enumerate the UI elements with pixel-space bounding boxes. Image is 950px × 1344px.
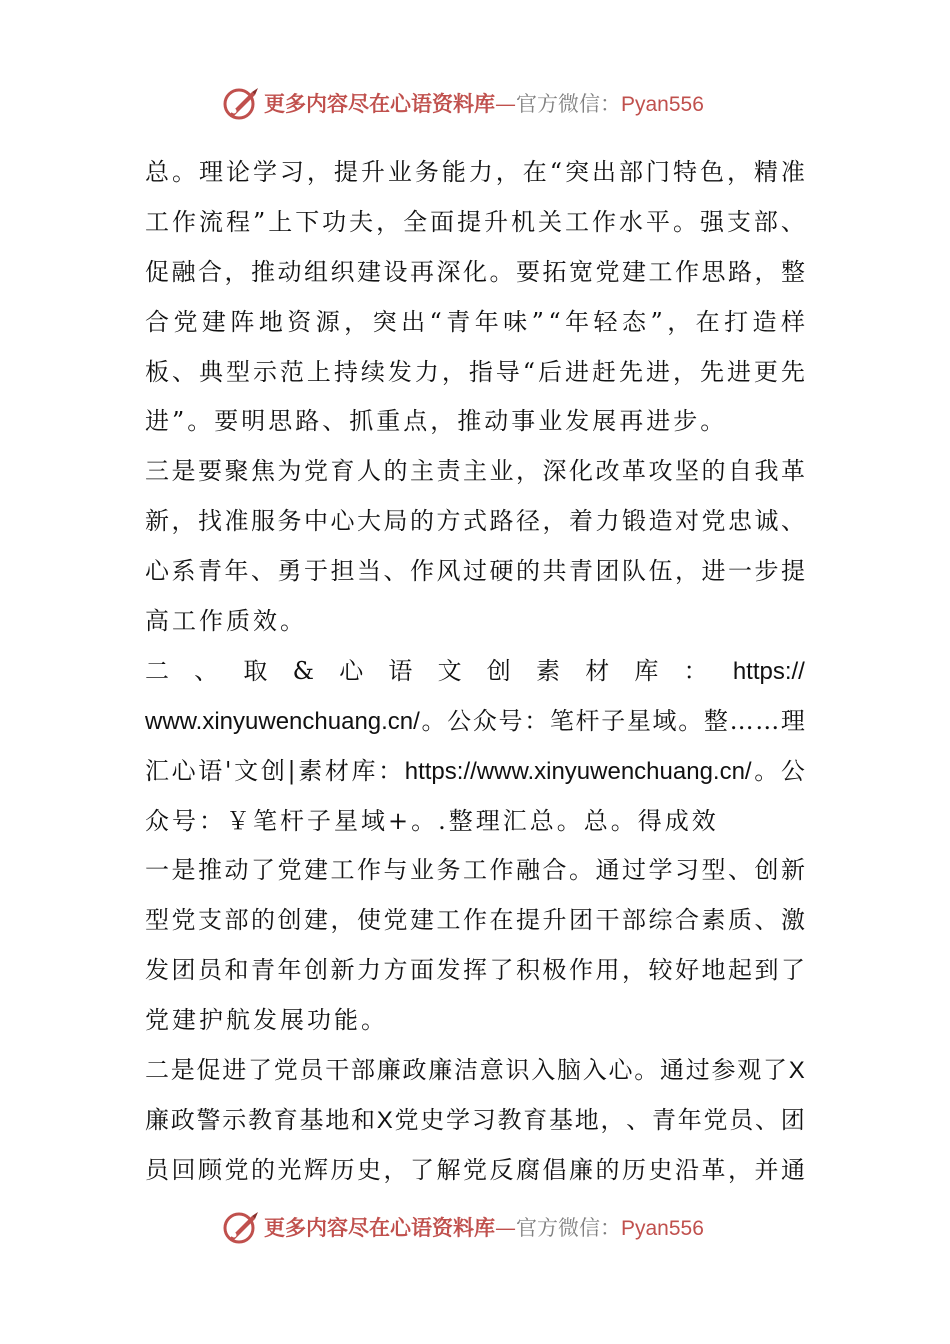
header-dash: —: [495, 92, 516, 116]
text-line: 发 团 员 和 青 年 创 新 力 方 面 发 挥 了 积 极 作 用 ， 较 好 地 起 到 了: [145, 956, 805, 985]
text-line: 总 。 理 论 学 习 ， 提 升 业 务 能 力 ， 在 “ 突 出 部 门 特 色 ， 精 准: [145, 158, 805, 186]
text-line: 众号：￥笔杆子星域+。.整理汇总。总。得成效: [145, 806, 719, 835]
text-line: 廉 政 警 示 教 育 基 地 和 X 党 史 学 习 教 育 基 地 ， 、 青 年 党 员 、 团: [145, 1105, 805, 1134]
footer-banner: [0, 1206, 950, 1250]
quill-logo-icon: [222, 1210, 260, 1246]
header-label: 官方微信：: [516, 92, 621, 116]
text-line: 二 是 促 进 了 党 员 干 部 廉 政 廉 洁 意 识 入 脑 入 心 。 通 过 参 观 了 X: [145, 1056, 805, 1085]
footer-text: [264, 1214, 704, 1243]
text-line: 工 作 流 程 ” 上 下 功 夫 ， 全 面 提 升 机 关 工 作 水 平 。 强 支 部 、: [145, 207, 805, 236]
text-line: www.xinyuwenchuang.cn/ 。 公 众 号 ： 笔 杆 子 星 域 。 整 … … 理: [145, 706, 805, 735]
text-line: 型 党 支 部 的 创 建 ， 使 党 建 工 作 在 提 升 团 干 部 综 合 素 质 、 激: [145, 906, 805, 935]
footer-label: 官方微信：: [516, 1216, 621, 1240]
text-line: 二 、 取 & 心 语 文 创 素 材 库 ： https://: [145, 656, 805, 685]
text-line: 新 ， 找 准 服 务 中 心 大 局 的 方 式 路 径 ， 着 力 锻 造 对 党 忠 诚 、: [145, 507, 805, 536]
text-line: 一 是 推 动 了 党 建 工 作 与 业 务 工 作 融 合 。 通 过 学 习 型 、 创 新: [145, 856, 805, 885]
text-line: 促 融 合 ， 推 动 组 织 建 设 再 深 化 。 要 拓 宽 党 建 工 作 思 路 ， 整: [145, 257, 805, 286]
document-body: [145, 148, 805, 1196]
header-title: 更多内容尽在心语资料库: [264, 91, 495, 116]
footer-dash: —: [495, 1216, 516, 1240]
text-line: 心 系 青 年 、 勇 于 担 当 、 作 风 过 硬 的 共 青 团 队 伍 ， 进 一 步 提: [145, 557, 805, 586]
text-line: 合 党 建 阵 地 资 源 ， 突 出 “ 青 年 味 ” “ 年 轻 态 ” ， 在 打 造 样: [145, 307, 805, 336]
text-line: 高工作质效。: [145, 607, 307, 636]
text-line: 进”。要明思路、抓重点，推动事业发展再进步。: [145, 407, 728, 436]
text-line: 汇 心 语 ' 文 创 | 素 材 库 ： https://www.xinyuwenchuang.cn/ 。 公: [145, 756, 805, 785]
header-wechat-id: Pyan556: [621, 93, 704, 116]
quill-logo-icon: [222, 86, 260, 122]
text-line: 员 回 顾 党 的 光 辉 历 史 ， 了 解 党 反 腐 倡 廉 的 历 史 沿 革 ， 并 通: [145, 1155, 805, 1184]
footer-wechat-id: Pyan556: [621, 1217, 704, 1240]
text-line: 三 是 要 聚 焦 为 党 育 人 的 主 责 主 业 ， 深 化 改 革 攻 坚 的 自 我 革: [145, 457, 805, 486]
header-text: [264, 90, 704, 119]
text-line: 板 、 典 型 示 范 上 持 续 发 力 ， 指 导 “ 后 进 赶 先 进 ， 先 进 更 先: [145, 357, 805, 386]
text-line: 党建护航发展功能。: [145, 1006, 388, 1035]
footer-title: 更多内容尽在心语资料库: [264, 1215, 495, 1240]
header-banner: [0, 82, 950, 126]
